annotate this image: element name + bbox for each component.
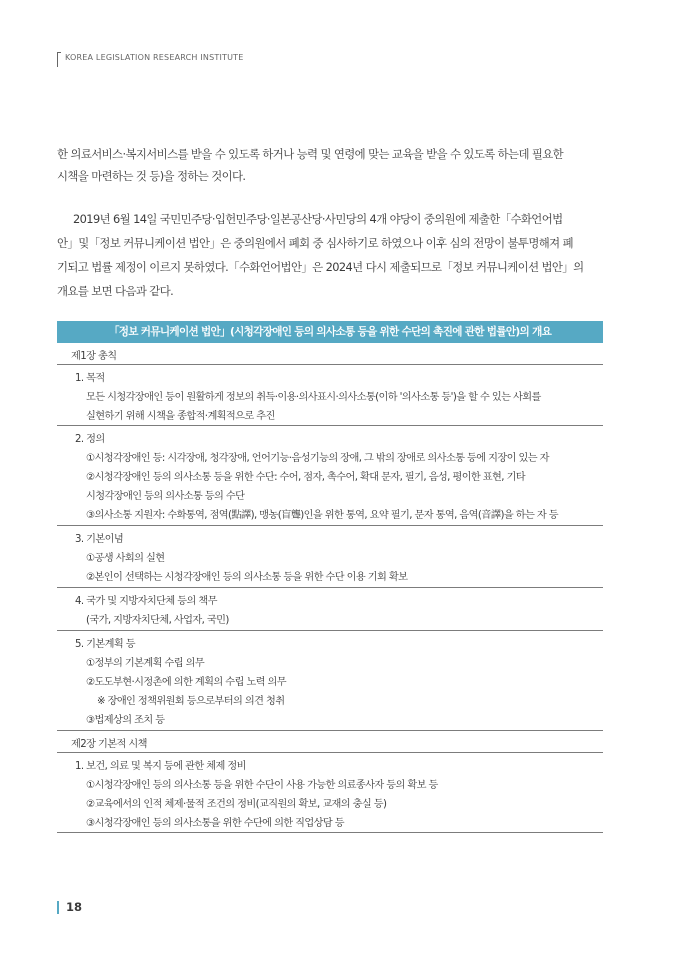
- section-heading: 4. 국가 및 지방자치단체 등의 책무: [75, 596, 217, 607]
- table-row: ①정부의 기본계획 수립 의무: [86, 658, 205, 669]
- table-row: ①시청각장애인 등: 시각장애, 청각장애, 언어기능·음성기능의 장애, 그 밖의 장애로 의사소통 등에 지장이 있는 자: [86, 453, 549, 464]
- paragraph-line: 기되고 법률 제정이 이르지 못하였다.「수화언어법안」은 2024년 다시 제출되므로「정보 커뮤니케이션 법안」의: [57, 260, 584, 274]
- table-divider: [57, 587, 603, 588]
- table-divider: [57, 525, 603, 526]
- table-row: 실현하기 위해 시책을 종합적·계획적으로 추진: [86, 411, 275, 422]
- chapter-heading: 제1장 총칙: [71, 351, 117, 362]
- table-divider: [57, 630, 603, 631]
- chapter-heading: 제2장 기본적 시책: [71, 739, 147, 750]
- table-row: ①공생 사회의 실현: [86, 553, 165, 564]
- paragraph-line: 안」및「정보 커뮤니케이션 법안」은 중의원에서 폐회 중 심사하기로 하였으나 이후 심의 전망이 불투명해져 폐: [57, 236, 573, 250]
- running-title: KOREA LEGISLATION RESEARCH INSTITUTE: [65, 53, 244, 62]
- table-row: ②교육에서의 인적 체제·물적 조건의 정비(교직원의 확보, 교재의 충실 등): [86, 799, 387, 810]
- table-row: ②도도부현·시정촌에 의한 계획의 수립 노력 의무: [86, 677, 286, 688]
- table-divider: [57, 752, 603, 753]
- table-row: ②시청각장애인 등의 의사소통 등을 위한 수단: 수어, 점자, 촉수어, 확대 문자, 필기, 음성, 평이한 표현, 기타: [86, 472, 526, 483]
- header-bracket-mark: [57, 52, 61, 67]
- table-divider: [57, 364, 603, 365]
- paragraph-line: 한 의료서비스·복지서비스를 받을 수 있도록 하거나 능력 및 연령에 맞는 교육을 받을 수 있도록 하는데 필요한: [57, 147, 564, 161]
- table-row: 모든 시청각장애인 등이 원활하게 정보의 취득·이용·의사표시·의사소통(이하 '의사소통 등')을 할 수 있는 사회를: [86, 392, 541, 403]
- section-heading: 1. 보건, 의료 및 복지 등에 관한 체제 정비: [75, 761, 246, 772]
- table-row: ③시청각장애인 등의 의사소통을 위한 수단에 의한 직업상담 등: [86, 818, 345, 829]
- section-heading: 3. 기본이념: [75, 534, 124, 545]
- table-note: ※ 장애인 정책위원회 등으로부터의 의견 청취: [97, 696, 285, 707]
- table-bottom-rule: [57, 832, 603, 833]
- page-number-accent-bar: [57, 901, 59, 914]
- table-divider: [57, 425, 603, 426]
- table-row: (국가, 지방자치단체, 사업자, 국민): [86, 615, 229, 626]
- paragraph-line: 시책을 마련하는 것 등)을 정하는 것이다.: [57, 169, 246, 183]
- table-row: ①시청각장애인 등의 의사소통 등을 위한 수단이 사용 가능한 의료종사자 등의 확보 등: [86, 780, 438, 791]
- table-row: ③법제상의 조치 등: [86, 715, 165, 726]
- table-row: 시청각장애인 등의 의사소통 등의 수단: [86, 491, 245, 502]
- page-number-text: 18: [66, 900, 83, 914]
- table-row: ③의사소통 지원자: 수화통역, 점역(點譯), 맹농(盲聾)인을 위한 통역, 요약 필기, 문자 통역, 음역(音譯)을 하는 자 등: [86, 510, 558, 521]
- table-divider: [57, 730, 603, 731]
- paragraph-line: 개요를 보면 다음과 같다.: [57, 284, 174, 298]
- paragraph-line: 2019년 6월 14일 국민민주당·입헌민주당·일본공산당·사민당의 4개 야당이 중의원에 제출한「수화언어법: [73, 212, 563, 226]
- table-title: 「정보 커뮤니케이션 법안」(시청각장애인 등의 의사소통 등을 위한 수단의 촉진에 관한 법률안)의 개요: [57, 321, 603, 343]
- section-heading: 5. 기본계획 등: [75, 639, 136, 650]
- table-row: ②본인이 선택하는 시청각장애인 등의 의사소통 등을 위한 수단 이용 기회 확보: [86, 572, 408, 583]
- section-heading: 2. 정의: [75, 434, 105, 445]
- section-heading: 1. 목적: [75, 373, 105, 384]
